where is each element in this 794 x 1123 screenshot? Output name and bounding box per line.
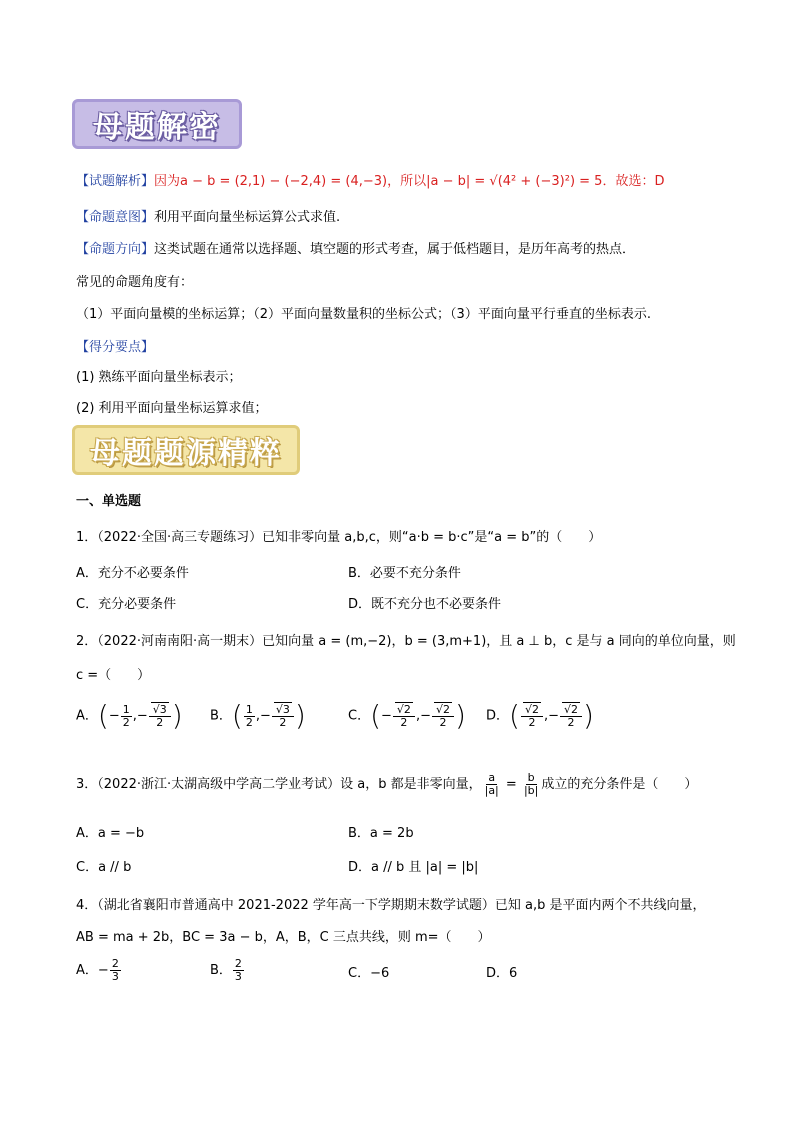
q3-option-b[interactable]: B．a = 2b <box>348 826 414 841</box>
q3-stem-b: 成立的充分条件是（ ） <box>541 777 698 792</box>
intent-line <box>76 206 340 225</box>
q4-option-b-label: B． <box>210 963 232 978</box>
q4-stem-continued: AB = ma + 2b，BC = 3a − b，A，B，C 三点共线，则 m=（ ） <box>76 930 491 945</box>
analysis-line <box>76 170 664 189</box>
q2-option-c-label: C． <box>348 708 371 724</box>
q2-option-d[interactable]: D．( $\frac{√2}{2}$ ,− $\frac{√2}{2}$ ) <box>486 699 594 732</box>
q4-option-a[interactable]: A．− $\frac{2}{3}$ <box>76 957 119 983</box>
q3-option-c[interactable]: C．a // b <box>76 860 132 875</box>
q4-stem: 4．（湖北省襄阳市普通高中 2021-2022 学年高一下学期期末数学试题）已知 a,b 是平面内两个不共线向量， <box>76 898 706 913</box>
analysis-text-a: 因为 <box>154 174 181 189</box>
analysis-expr-a: a − b = (2,1) − (−2,4) = (4,−3) <box>180 174 388 189</box>
q4-option-d[interactable]: D．6 <box>486 966 518 981</box>
direction-text: 这类试题在通常以选择题、填空题的形式考查，属于低档题目，是历年高考的热点． <box>154 242 636 257</box>
q2-option-d-label: D． <box>486 708 510 724</box>
q1-stem: 1．（2022·全国·高三专题练习）已知非零向量 a,b,c，则“a·b = b·c”是“a = b”的（ ） <box>76 530 602 545</box>
q2-option-c[interactable]: C．(− $\frac{√2}{2}$ ,− $\frac{√2}{2}$ ) <box>348 699 466 732</box>
analysis-label: 【试题解析】 <box>76 174 155 189</box>
q4-option-b[interactable]: B． $\frac{2}{3}$ <box>210 957 242 983</box>
point-2: (2) 利用平面向量坐标运算求值； <box>76 401 268 416</box>
q3-option-a[interactable]: A．a = −b <box>76 826 145 841</box>
q2-option-b-label: B． <box>210 708 232 724</box>
intent-text: 利用平面向量坐标运算公式求值. <box>154 210 341 225</box>
section-banner-answer: 母题解密 <box>72 99 242 149</box>
q1-option-b[interactable]: B．必要不充分条件 <box>348 566 461 581</box>
q2-stem-continued: c =（ ） <box>76 668 151 683</box>
q1-option-a[interactable]: A．充分不必要条件 <box>76 566 189 581</box>
q4-option-c[interactable]: C．−6 <box>348 966 390 981</box>
section-banner-source: 母题题源精粹 <box>72 425 300 475</box>
direction-label: 【命题方向】 <box>76 242 155 257</box>
point-1: (1) 熟练平面向量坐标表示； <box>76 370 242 385</box>
q3-stem: 3．（2022·浙江·太湖高级中学高二学业考试）设 a，b 都是非零向量， $\frac{a}{|a|}$ = $\frac{b}{|b|}$ 成立的充分条件是（ ） <box>76 771 698 797</box>
direction-line <box>76 238 635 257</box>
intent-label: 【命题意图】 <box>76 210 155 225</box>
q1-option-d[interactable]: D．既不充分也不必要条件 <box>348 597 502 612</box>
q2-option-a-label: A． <box>76 708 98 724</box>
q2-option-b[interactable]: B．( $\frac{1}{2}$ ,− $\frac{√3}{2}$ ) <box>210 699 306 732</box>
q2-option-a[interactable]: A．(− $\frac{1}{2}$ ,− $\frac{√3}{2}$ ) <box>76 699 183 732</box>
common-angles-heading: 常见的命题角度有： <box>76 275 194 290</box>
analysis-text-c: ．故选：D <box>602 174 665 189</box>
q1-option-c[interactable]: C．充分必要条件 <box>76 597 177 612</box>
q3-option-d[interactable]: D．a // b 且 |a| = |b| <box>348 860 479 875</box>
angles-list: （1）平面向量模的坐标运算；（2）平面向量数量积的坐标公式；（3）平面向量平行垂直的坐标表示. <box>76 307 651 322</box>
q4-option-a-label: A． <box>76 963 98 978</box>
section-heading-single-choice: 一、单选题 <box>76 494 142 509</box>
q2-stem: 2．（2022·河南南阳·高一期末）已知向量 a = (m,−2)，b = (3,m+1)，且 a ⊥ b，c 是与 a 同向的单位向量，则 <box>76 634 736 649</box>
q3-stem-a: 3．（2022·浙江·太湖高级中学高二学业考试）设 a，b 都是非零向量， <box>76 777 482 792</box>
analysis-expr-b: |a − b| = √(4² + (−3)²) = 5 <box>426 174 603 189</box>
analysis-text-b: ，所以 <box>387 174 427 189</box>
points-label: 【得分要点】 <box>76 340 155 355</box>
